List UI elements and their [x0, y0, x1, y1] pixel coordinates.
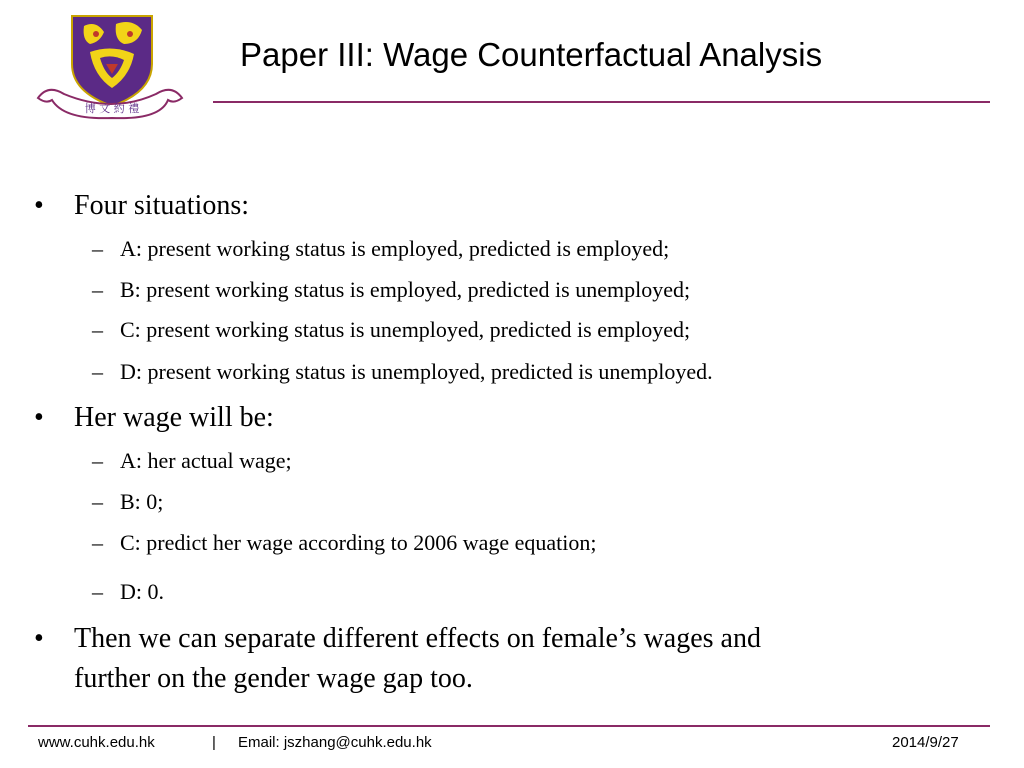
sub-marker: –: [92, 579, 103, 604]
sub-item-text: A: present working status is employed, predicted is employed;: [120, 236, 670, 261]
bullet-text-line-1: Then we can separate different effects on female’s wages and: [74, 623, 761, 654]
sub-item-c: [92, 315, 691, 345]
sub-item-a: [92, 234, 670, 264]
cuhk-crest-logo: [34, 14, 186, 122]
sub-item-text: D: 0.: [120, 579, 164, 604]
bullet-marker: •: [34, 623, 44, 654]
sub-marker: –: [92, 317, 103, 342]
sub-marker: –: [92, 489, 103, 514]
sub-item-text: B: present working status is employed, predicted is unemployed;: [120, 277, 691, 302]
logo-ribbon-text: 博 文 約 禮: [84, 102, 140, 115]
sub-item-a: [92, 446, 292, 476]
sub-marker: –: [92, 448, 103, 473]
sub-item-d: [92, 577, 164, 607]
bullet-text-line-2: further on the gender wage gap too.: [74, 663, 473, 694]
bullet-conclusion: [34, 619, 761, 699]
sub-item-b: [92, 275, 691, 305]
sub-item-c: [92, 528, 597, 558]
website-link[interactable]: www.cuhk.edu.hk: [38, 734, 155, 751]
bullet-her-wage: [34, 398, 274, 438]
sub-item-text: B: 0;: [120, 489, 164, 514]
sub-marker: –: [92, 530, 103, 555]
bullet-text: Four situations:: [74, 190, 250, 221]
bullet-marker: •: [34, 190, 44, 221]
sub-item-d: [92, 357, 713, 387]
footer-date: 2014/9/27: [892, 734, 959, 751]
footer-separator: |: [212, 734, 216, 751]
email-link[interactable]: Email: jszhang@cuhk.edu.hk: [238, 734, 432, 751]
bullet-text: Her wage will be:: [74, 402, 274, 433]
sub-marker: –: [92, 236, 103, 261]
sub-item-text: C: predict her wage according to 2006 wage equation;: [120, 530, 597, 555]
sub-item-text: D: present working status is unemployed, predicted is unemployed.: [120, 359, 713, 384]
sub-item-b: [92, 487, 164, 517]
slide-title: Paper III: Wage Counterfactual Analysis: [240, 36, 823, 73]
sub-item-text: A: her actual wage;: [120, 448, 292, 473]
bullet-marker: •: [34, 402, 44, 433]
sub-item-text: C: present working status is unemployed, predicted is employed;: [120, 317, 691, 342]
sub-marker: –: [92, 277, 103, 302]
footer-divider: [28, 725, 990, 727]
bullet-four-situations: [34, 186, 250, 226]
title-divider: [213, 101, 990, 103]
sub-marker: –: [92, 359, 103, 384]
